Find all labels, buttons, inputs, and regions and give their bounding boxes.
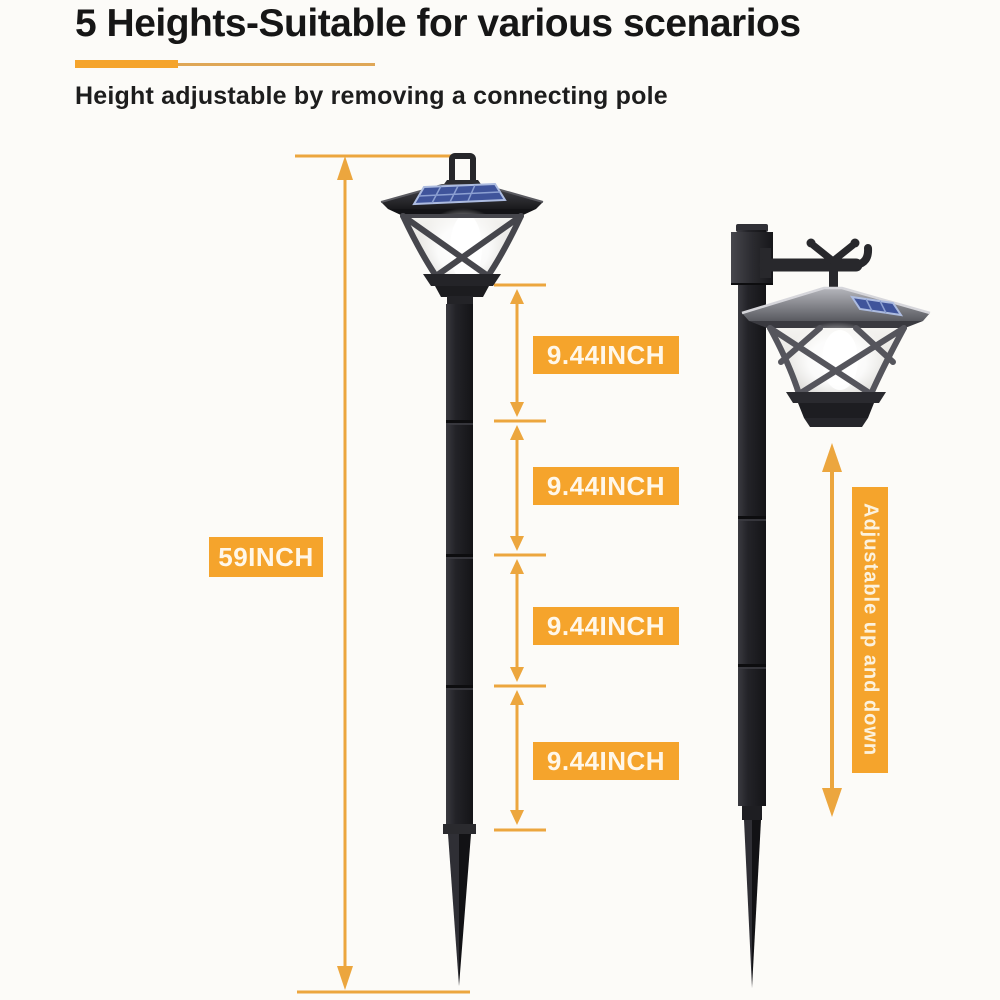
segment-height-badge: 9.44INCH [533,742,679,780]
lamp-pole [446,304,473,828]
segment-height-badge: 9.44INCH [533,336,679,374]
total-height-badge: 59INCH [209,537,323,577]
hanging-ring [452,156,473,183]
hanger-bracket [760,245,868,278]
segment-height-badge: 9.44INCH [533,467,679,505]
ground-stake [448,834,459,986]
page-title: 5 Heights-Suitable for various scenarios [75,2,801,45]
hanger-link [829,268,838,290]
adjustable-badge: Adjustable up and down [852,487,888,773]
ground-stake [744,820,752,988]
page-subtitle: Height adjustable by removing a connecting pole [75,82,668,110]
lantern-tray [423,274,501,286]
segment-height-badge: 9.44INCH [533,607,679,645]
stake-collar [443,824,476,834]
adjustable-arrow [822,443,842,817]
lantern-tray [786,392,886,403]
dimension-lines [295,156,546,992]
